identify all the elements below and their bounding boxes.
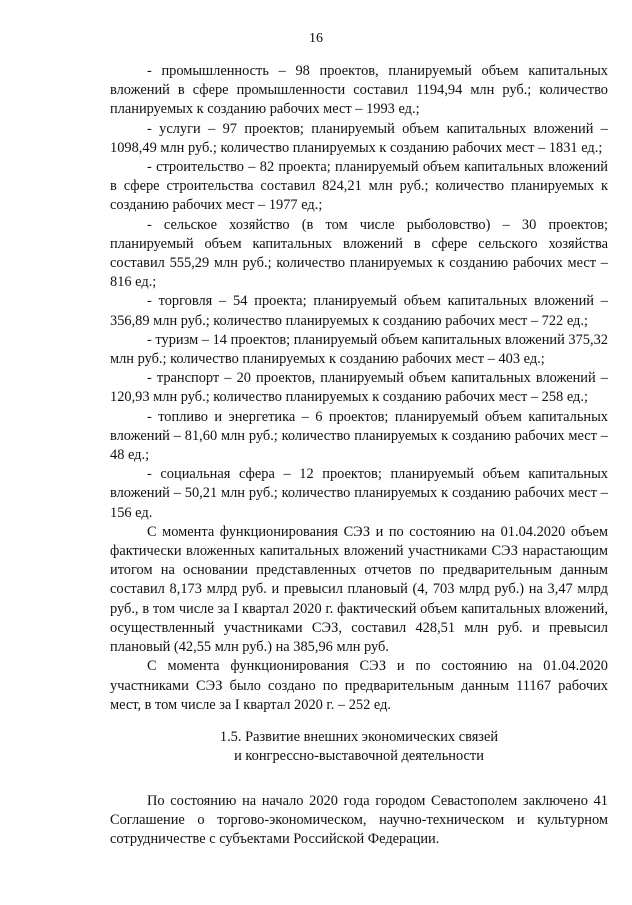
- paragraph-agreements: По состоянию на начало 2020 года городом Севастополем заключено 41 Соглашение о торгово-экономическом, научно-техническом и культурном сотрудничестве с субъектами Российской Федерации.: [110, 793, 608, 848]
- section-text: [110, 792, 608, 850]
- list-item-transport: - транспорт – 20 проектов, планируемый объем капитальных вложений – 120,93 млн руб.; количество планируемых к созданию рабочих мест – 258 ед.;: [110, 370, 608, 406]
- list-item-tourism: - туризм – 14 проектов; планируемый объем капитальных вложений 375,32 млн руб.; количество планируемых к созданию рабочих мест – 403 ед.;: [110, 331, 608, 368]
- list-item-industry: - промышленность – 98 проектов, планируемый объем капитальных вложений в сфере промышленности составил 1194,94 млн руб.; количество планируемых к созданию рабочих мест – 1993 ед.;: [110, 63, 608, 118]
- section-heading: [110, 728, 608, 766]
- section-heading-line1: 1.5. Развитие внешних экономических связей: [219, 729, 499, 745]
- list-item-construction: - строительство – 82 проекта; планируемый объем капитальных вложений в сфере строительства составил 824,21 млн руб.; количество планируемых к созданию рабочих мест – 1977 ед.;: [110, 159, 608, 214]
- list-item-social: - социальная сфера – 12 проектов; планируемый объем капитальных вложений – 50,21 млн руб.; количество планируемых к созданию рабочих мест – 156 ед.: [110, 466, 608, 521]
- list-item-agriculture: - сельское хозяйство (в том числе рыболовство) – 30 проектов; планируемый объем капитальных вложений в сфере сельского хозяйства составил 555,29 млн руб.; количество планируемых к созданию рабочих мест – 816 ед.;: [110, 216, 608, 291]
- paragraph-jobs: С момента функционирования СЭЗ и по состоянию на 01.04.2020 участниками СЭЗ было создано по предварительным данным 11167 рабочих мест, в том числе за I квартал 2020 г. – 252 ед.: [110, 658, 608, 713]
- list-item-energy: - топливо и энергетика – 6 проектов; планируемый объем капитальных вложений – 81,60 млн руб.; количество планируемых к созданию рабочих мест – 48 ед.;: [110, 408, 608, 464]
- paragraph-investment: С момента функционирования СЭЗ и по состоянию на 01.04.2020 объем фактически вложенных капитальных вложений участниками СЭЗ нарастающим итогом на основании представленных отчетов по предварительным данным составил 8,173 млрд руб. и превысил плановый (4, 703 млрд руб.) на 3,47 млрд руб., в том числе за I квартал 2020 г. фактический объем капитальных вложений, осуществленный участниками СЭЗ, составил 428,51 млн руб. и превысил плановый (42,55 млн руб.) на 385,96 млн руб.: [110, 523, 608, 656]
- body-text: [110, 62, 608, 715]
- section-heading-line2: и конгрессно-выставочной деятельности: [234, 748, 484, 765]
- list-item-services: - услуги – 97 проектов; планируемый объем капитальных вложений – 1098,49 млн руб.; количество планируемых к созданию рабочих мест – 1831 ед.;: [110, 120, 608, 156]
- list-item-trade: - торговля – 54 проекта; планируемый объем капитальных вложений – 356,89 млн руб.; количество планируемых к созданию рабочих мест – 722 ед.;: [110, 293, 608, 329]
- page-number: 16: [309, 31, 323, 46]
